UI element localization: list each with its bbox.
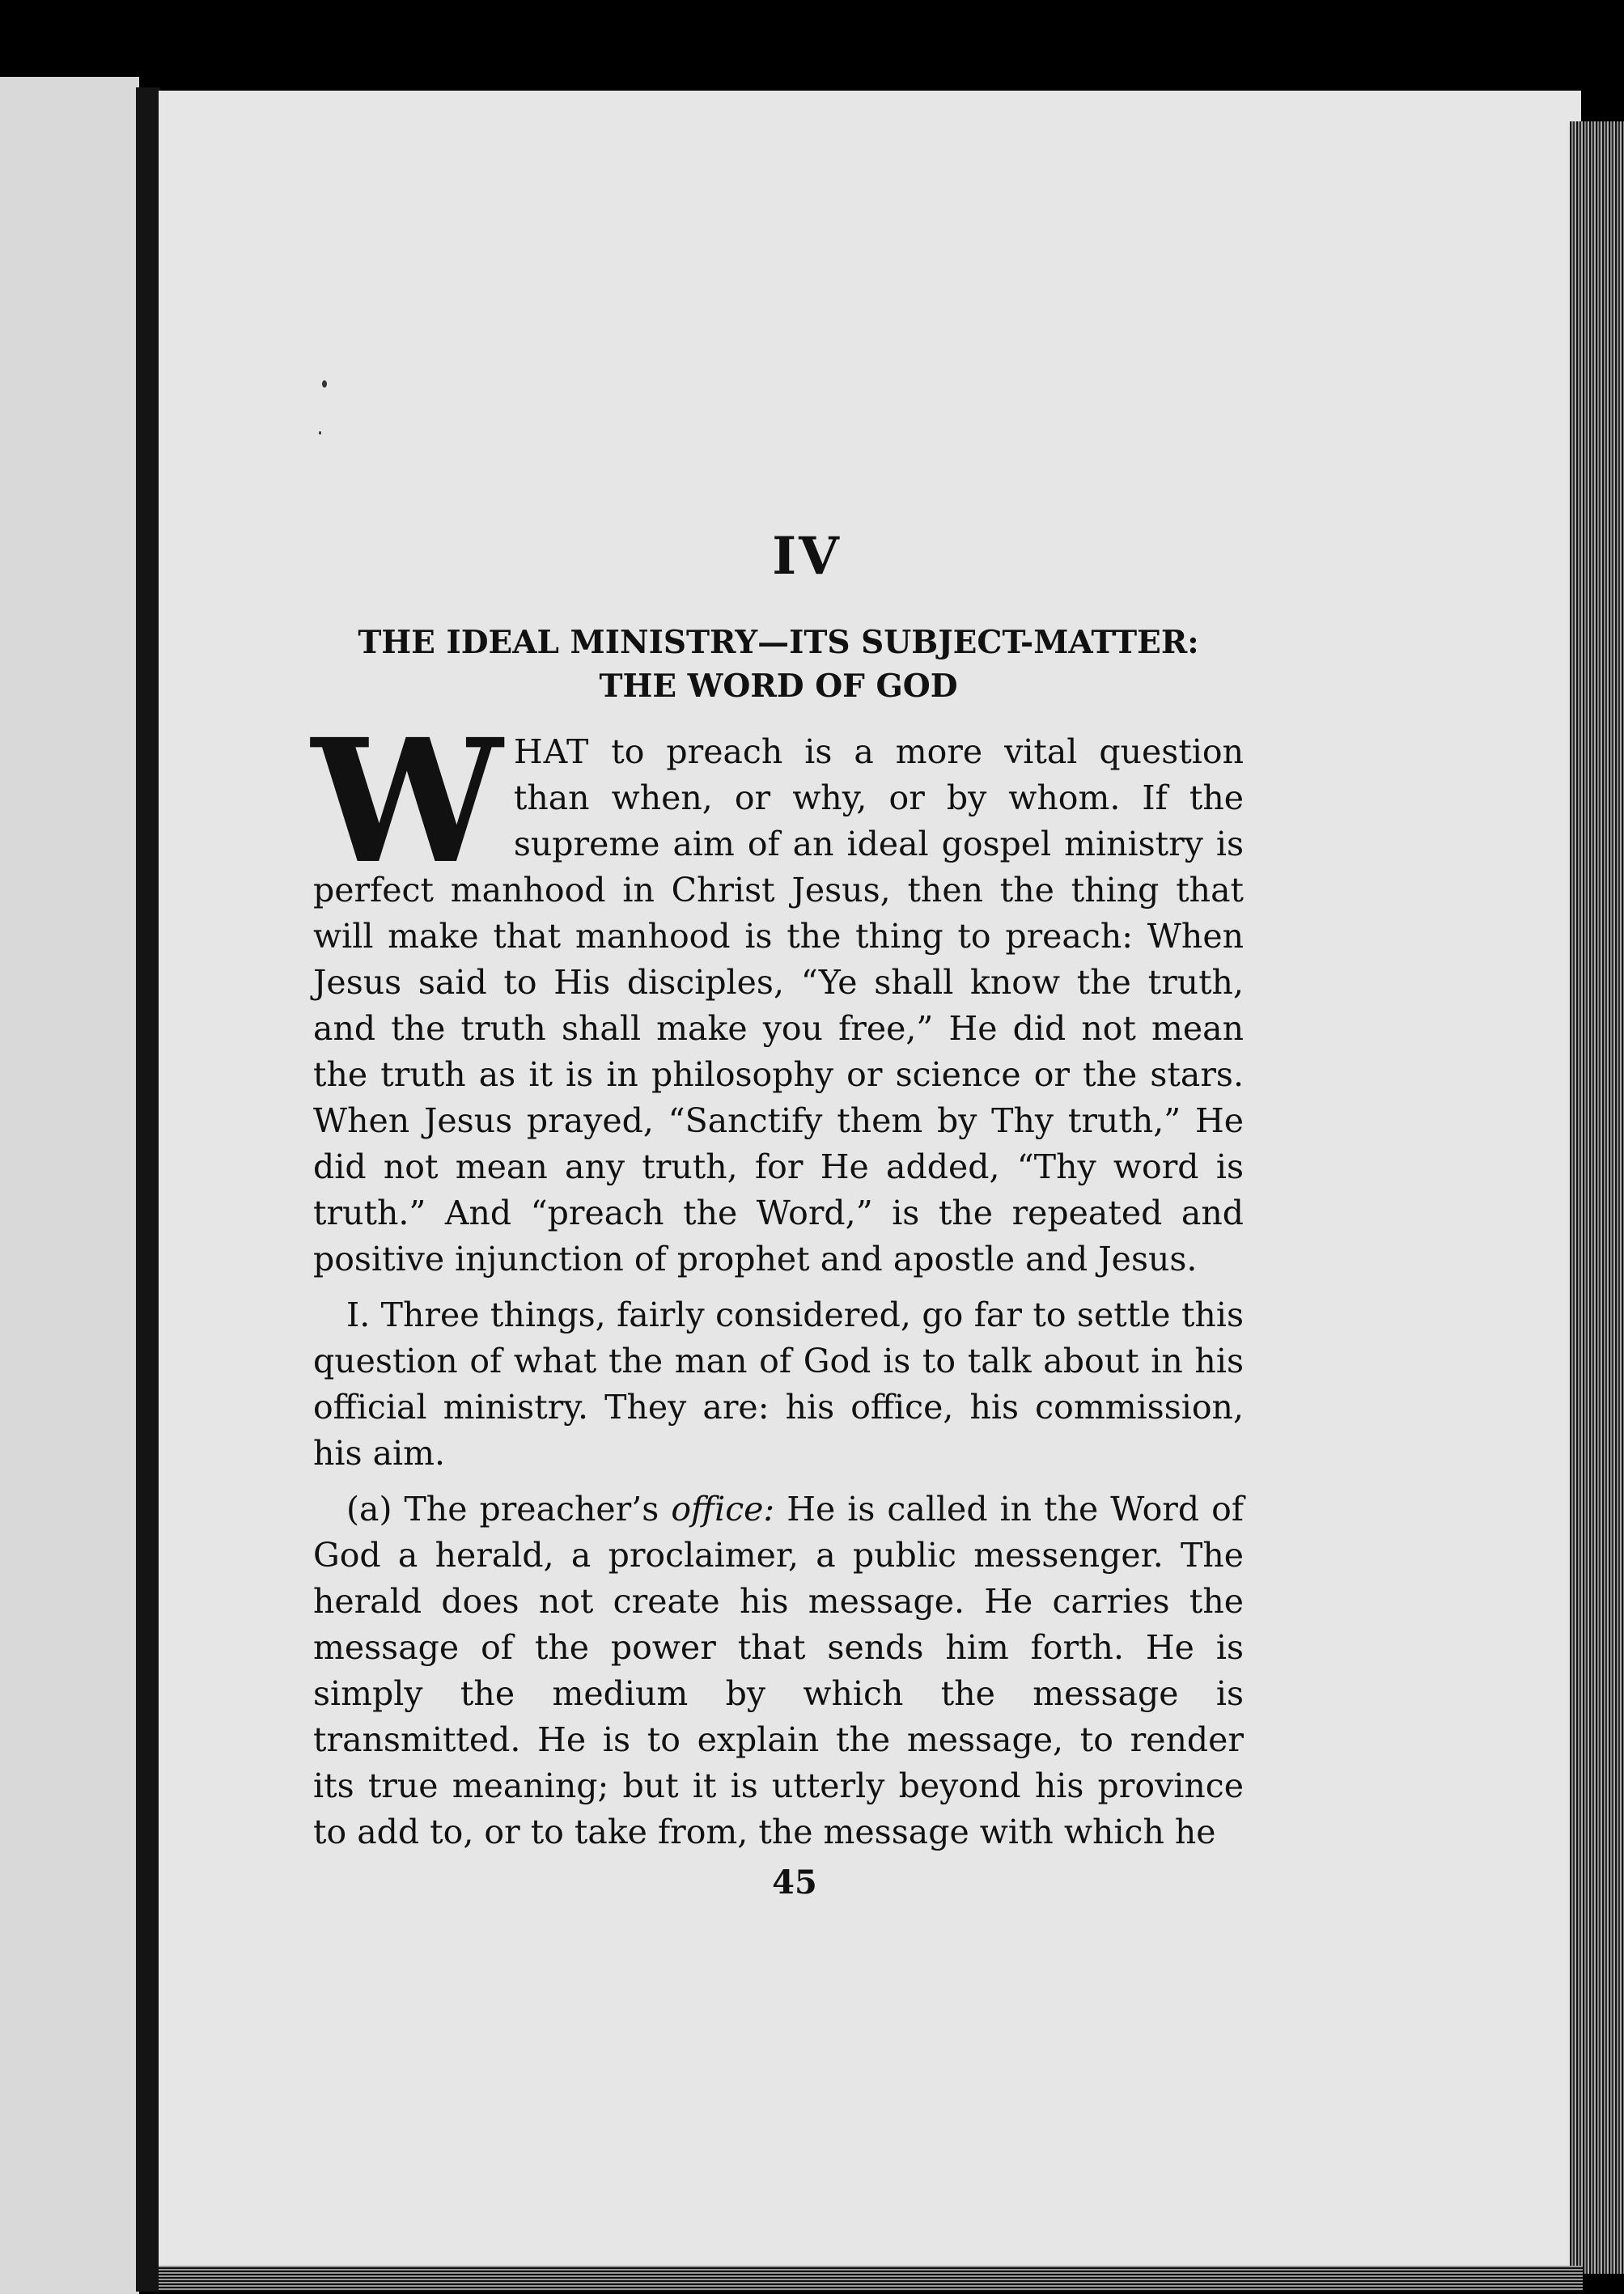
book-gutter (136, 87, 160, 2292)
chapter-title-line-1: THE IDEAL MINISTRY—ITS SUBJECT-MATTER: (358, 624, 1199, 661)
section-label: (a) (346, 1490, 392, 1529)
office-term: office: (671, 1490, 775, 1529)
page-number: 45 (772, 1864, 817, 1902)
previous-page-edge (0, 77, 139, 2294)
chapter-title (313, 621, 1244, 708)
section-lead: The preacher’s (392, 1490, 672, 1529)
page-stack-bottom-edge (159, 2266, 1583, 2292)
paragraph-preachers-office (313, 1486, 1244, 1855)
page-stack-right-edge (1570, 121, 1624, 2274)
paragraph-opening-text: to preach is a more vital question than when, or why, or by whom. If the supreme aim of an ideal gospel ministry is perfect manhood in Christ Jesus, then the thing that will make that manhood is the thing to preach: When Jesus said to His disciples, “Ye shall know the truth, and the truth shall make you free,” He did not mean the truth as it is in philosophy or science or the stars. When Jesus prayed, “Sanctify them by Thy truth,” He did not mean any truth, for He added, “Thy word is truth.” And “preach the Word,” is the repeated and positive injunction of prophet and apostle and Jesus. (313, 732, 1244, 1278)
page-text (313, 526, 1244, 1902)
paragraph-preachers-office-text: He is called in the Word of God a herald, a proclaimer, a public messenger. The herald does not create his message. He carries the message of the power that sends him forth. He is simply the medium by which the message is transmitted. He is to explain the message, to render its true meaning; but it is utterly beyond his province to add to, or to take from, the message with which he (313, 1490, 1245, 1851)
chapter-number: IV (772, 526, 842, 587)
ink-speck (322, 380, 327, 388)
paragraph-three-things: I. Three things, fairly considered, go far to settle this question of what the man of God is to talk about in his official ministry. They are: his office, his commission, his aim. (313, 1295, 1244, 1473)
paragraph-opening (312, 702, 1244, 1283)
chapter-title-line-2: THE WORD OF GOD (599, 668, 958, 705)
ink-speck (319, 431, 321, 435)
opening-caps: HAT (513, 732, 590, 771)
drop-cap: W (312, 702, 502, 901)
